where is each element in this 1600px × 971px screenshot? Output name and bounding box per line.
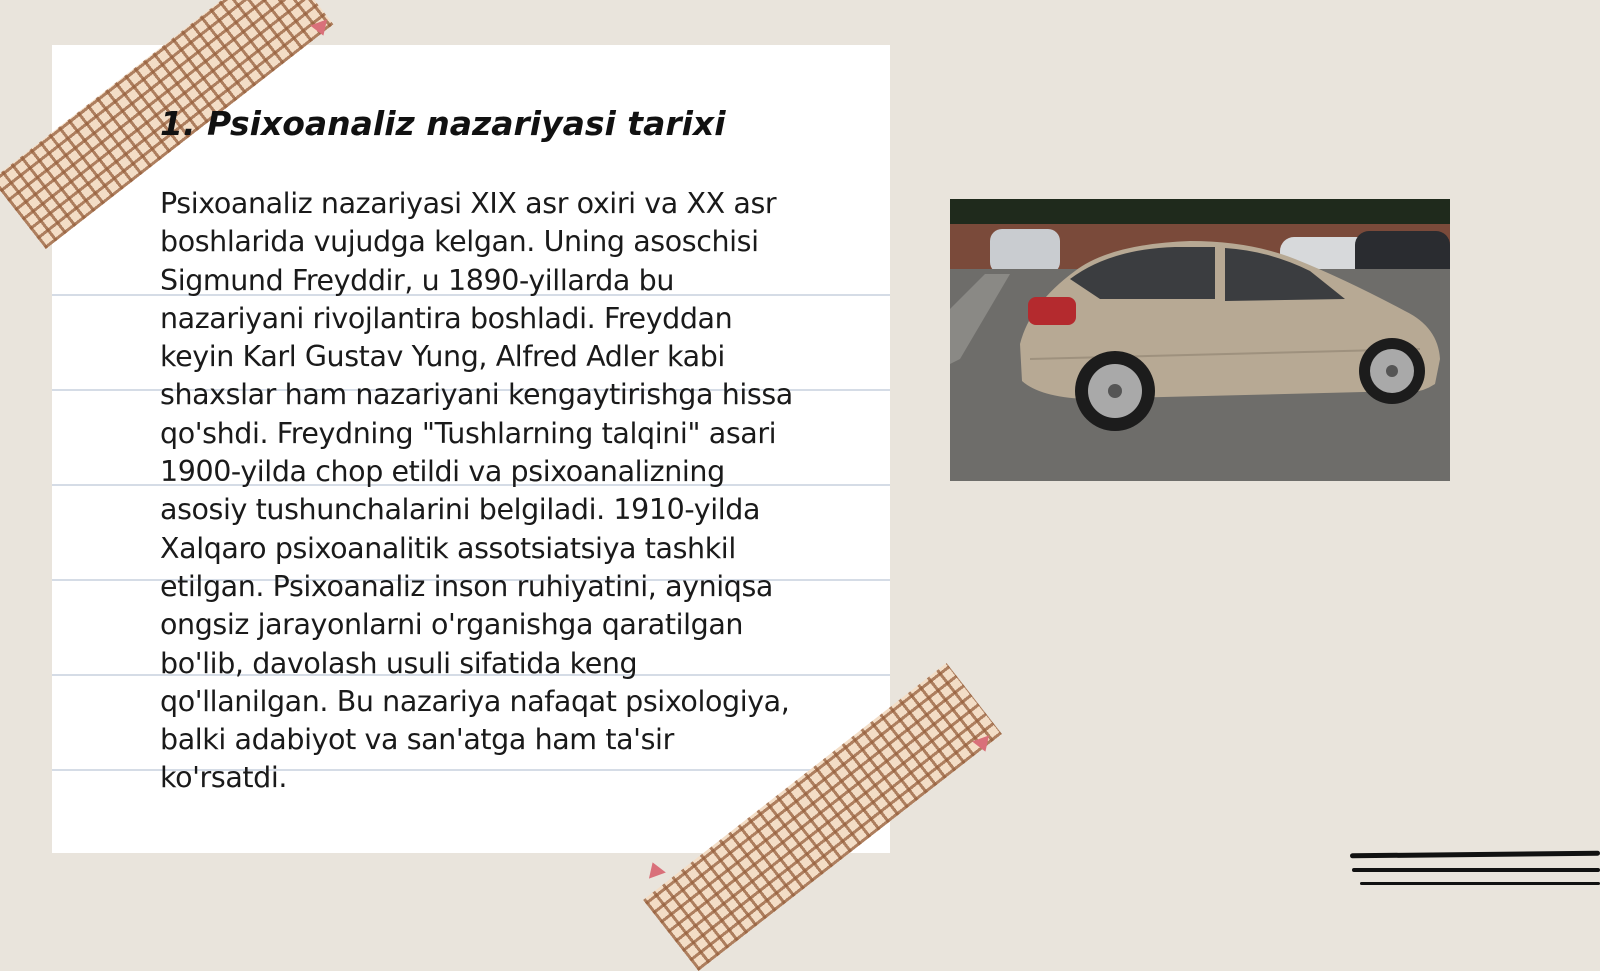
body-line: keyin Karl Gustav Yung, Alfred Adler kabi: [160, 340, 725, 374]
body-line: Sigmund Freyddir, u 1890-yillarda bu: [160, 263, 674, 297]
body-line: balki adabiyot va san'atga ham ta'sir: [160, 723, 674, 757]
body-line: qo'llanilgan. Bu nazariya nafaqat psixologiya,: [160, 684, 790, 718]
car-photo: [950, 199, 1450, 481]
brush-stroke: [1350, 851, 1600, 859]
body-line: asosiy tushunchalarini belgiladi. 1910-yilda: [160, 493, 761, 527]
body-line: ongsiz jarayonlarni o'rganishga qaratilgan: [160, 608, 744, 642]
body-line: ko'rsatdi.: [160, 761, 288, 795]
body-line: nazariyani rivojlantira boshladi. Freyddan: [160, 301, 733, 335]
body-line: boshlarida vujudga kelgan. Uning asoschisi: [160, 225, 759, 259]
pin-icon: [644, 859, 666, 878]
brush-stroke: [1352, 868, 1600, 872]
body-line: bo'lib, davolash usuli sifatida keng: [160, 646, 638, 680]
body-paragraph: [160, 185, 850, 798]
body-line: shaxslar ham nazariyani kengaytirishga hissa: [160, 378, 793, 412]
body-line: 1900-yilda chop etildi va psixoanalizning: [160, 455, 725, 489]
body-line: Psixoanaliz nazariyasi XIX asr oxiri va XX asr: [160, 187, 777, 220]
body-line: etilgan. Psixoanaliz inson ruhiyatini, ayniqsa: [160, 569, 773, 603]
car-illustration: [950, 199, 1450, 481]
body-line: qo'shdi. Freydning "Tushlarning talqini" asari: [160, 416, 777, 450]
brush-stroke: [1360, 882, 1600, 885]
body-line: Xalqaro psixoanalitik assotsiatsiya tashkil: [160, 531, 736, 565]
slide-title: 1. Psixoanaliz nazariyasi tarixi: [160, 104, 726, 143]
